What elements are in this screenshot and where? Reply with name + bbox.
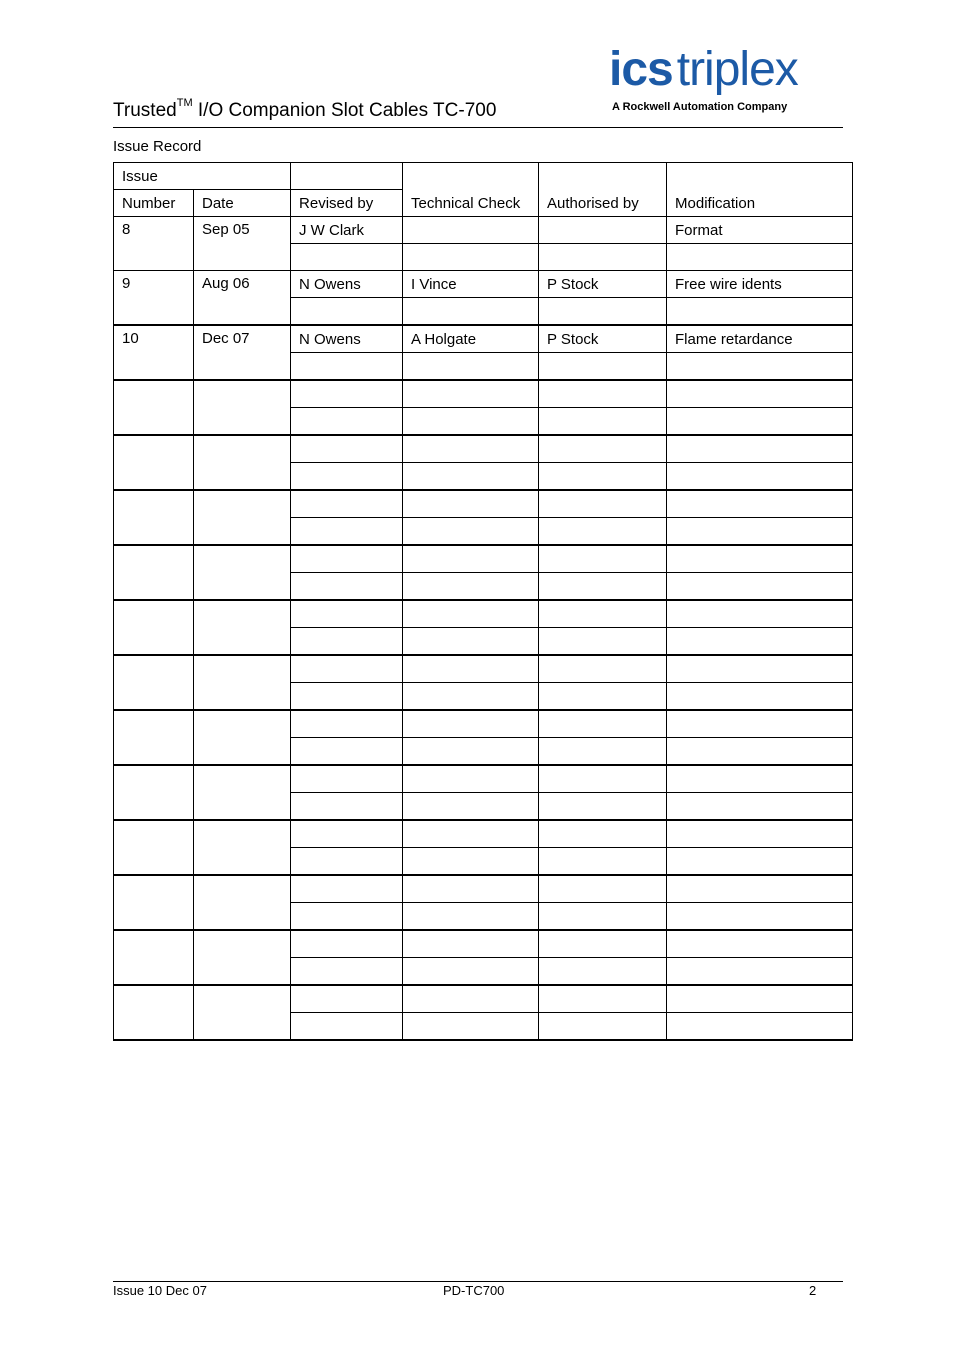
authorised-by-cell xyxy=(539,244,667,271)
technical-check-cell xyxy=(403,298,539,326)
table-row xyxy=(114,985,853,1013)
technical-check-cell xyxy=(403,875,539,903)
issue-number-cell xyxy=(114,875,194,930)
issue-date-cell xyxy=(194,545,291,600)
authorised-by-cell: P Stock xyxy=(539,271,667,298)
column-header: Technical Check xyxy=(403,163,539,217)
header-spacer-cell xyxy=(291,163,403,190)
revised-by-cell xyxy=(291,628,403,656)
issue-date-cell xyxy=(194,490,291,545)
modification-cell xyxy=(667,573,853,601)
table-row xyxy=(114,217,853,244)
section-label: Issue Record xyxy=(113,138,202,155)
revised-by-cell xyxy=(291,463,403,491)
authorised-by-cell xyxy=(539,848,667,876)
issue-group-header: Issue xyxy=(114,163,291,190)
issue-date-cell: Sep 05 xyxy=(194,217,291,271)
revised-by-cell xyxy=(291,408,403,436)
modification-cell xyxy=(667,738,853,766)
revised-by-cell xyxy=(291,545,403,573)
logo-triplex: triplex xyxy=(676,43,798,96)
technical-check-cell: A Holgate xyxy=(403,325,539,353)
modification-cell xyxy=(667,380,853,408)
technical-check-cell xyxy=(403,958,539,986)
revised-by-cell xyxy=(291,655,403,683)
authorised-by-cell xyxy=(539,545,667,573)
footer-page-number: 2 xyxy=(809,1283,817,1298)
authorised-by-cell xyxy=(539,518,667,546)
table-row xyxy=(114,875,853,903)
revised-by-cell xyxy=(291,683,403,711)
column-header: Revised by xyxy=(291,190,403,217)
issue-number-cell: 9 xyxy=(114,271,194,326)
revised-by-cell xyxy=(291,298,403,326)
authorised-by-cell xyxy=(539,710,667,738)
authorised-by-cell xyxy=(539,380,667,408)
issue-date-cell xyxy=(194,930,291,985)
modification-cell xyxy=(667,463,853,491)
authorised-by-cell xyxy=(539,435,667,463)
table-row xyxy=(114,820,853,848)
table-row xyxy=(114,490,853,518)
revised-by-cell xyxy=(291,903,403,931)
revised-by-cell xyxy=(291,353,403,381)
authorised-by-cell xyxy=(539,1013,667,1041)
modification-cell xyxy=(667,765,853,793)
technical-check-cell xyxy=(403,683,539,711)
issue-date-cell: Aug 06 xyxy=(194,271,291,326)
table-row xyxy=(114,325,853,353)
authorised-by-cell xyxy=(539,985,667,1013)
modification-cell xyxy=(667,490,853,518)
authorised-by-cell xyxy=(539,683,667,711)
issue-date-cell xyxy=(194,710,291,765)
footer-doc-code: PD-TC700 xyxy=(443,1283,505,1298)
revised-by-cell xyxy=(291,490,403,518)
company-logo xyxy=(609,42,845,122)
technical-check-cell xyxy=(403,848,539,876)
technical-check-cell xyxy=(403,765,539,793)
issue-record-table xyxy=(113,162,853,1041)
modification-cell xyxy=(667,545,853,573)
issue-date-cell xyxy=(194,380,291,435)
revised-by-cell xyxy=(291,518,403,546)
modification-cell xyxy=(667,600,853,628)
revised-by-cell xyxy=(291,435,403,463)
authorised-by-cell xyxy=(539,793,667,821)
technical-check-cell xyxy=(403,518,539,546)
authorised-by-cell xyxy=(539,600,667,628)
modification-cell xyxy=(667,820,853,848)
modification-cell xyxy=(667,848,853,876)
revised-by-cell xyxy=(291,793,403,821)
technical-check-cell xyxy=(403,463,539,491)
modification-cell xyxy=(667,683,853,711)
column-header: Number xyxy=(114,190,194,217)
revised-by-cell xyxy=(291,930,403,958)
revised-by-cell xyxy=(291,1013,403,1041)
issue-number-cell: 8 xyxy=(114,217,194,271)
authorised-by-cell xyxy=(539,820,667,848)
modification-cell: Format xyxy=(667,217,853,244)
modification-cell xyxy=(667,655,853,683)
revised-by-cell xyxy=(291,244,403,271)
revised-by-cell xyxy=(291,600,403,628)
issue-date-cell: Dec 07 xyxy=(194,325,291,380)
technical-check-cell xyxy=(403,244,539,271)
technical-check-cell: I Vince xyxy=(403,271,539,298)
authorised-by-cell xyxy=(539,408,667,436)
revised-by-cell: J W Clark xyxy=(291,217,403,244)
header-divider xyxy=(113,127,843,128)
issue-date-cell xyxy=(194,435,291,490)
issue-number-cell xyxy=(114,820,194,875)
revised-by-cell: N Owens xyxy=(291,271,403,298)
technical-check-cell xyxy=(403,217,539,244)
authorised-by-cell xyxy=(539,573,667,601)
table-row xyxy=(114,710,853,738)
technical-check-cell xyxy=(403,408,539,436)
authorised-by-cell xyxy=(539,628,667,656)
technical-check-cell xyxy=(403,793,539,821)
technical-check-cell xyxy=(403,435,539,463)
revised-by-cell xyxy=(291,765,403,793)
technical-check-cell xyxy=(403,628,539,656)
technical-check-cell xyxy=(403,573,539,601)
table-row xyxy=(114,655,853,683)
modification-cell xyxy=(667,793,853,821)
table-row xyxy=(114,930,853,958)
logo-wordmark xyxy=(609,42,798,98)
footer-divider xyxy=(113,1281,843,1282)
logo-tagline: A Rockwell Automation Company xyxy=(612,101,788,113)
column-header: Modification xyxy=(667,163,853,217)
issue-number-cell: 10 xyxy=(114,325,194,380)
issue-date-cell xyxy=(194,820,291,875)
issue-number-cell xyxy=(114,490,194,545)
authorised-by-cell xyxy=(539,765,667,793)
modification-cell xyxy=(667,518,853,546)
technical-check-cell xyxy=(403,490,539,518)
technical-check-cell xyxy=(403,738,539,766)
column-header: Authorised by xyxy=(539,163,667,217)
technical-check-cell xyxy=(403,655,539,683)
modification-cell xyxy=(667,710,853,738)
modification-cell: Free wire idents xyxy=(667,271,853,298)
authorised-by-cell xyxy=(539,217,667,244)
modification-cell xyxy=(667,244,853,271)
revised-by-cell xyxy=(291,985,403,1013)
revised-by-cell: N Owens xyxy=(291,325,403,353)
title-suffix: I/O Companion Slot Cables TC-700 xyxy=(192,100,497,121)
title-prefix: Trusted xyxy=(113,100,177,121)
technical-check-cell xyxy=(403,1013,539,1041)
logo-ics: ics xyxy=(609,43,673,96)
technical-check-cell xyxy=(403,903,539,931)
issue-number-cell xyxy=(114,435,194,490)
revised-by-cell xyxy=(291,848,403,876)
technical-check-cell xyxy=(403,820,539,848)
authorised-by-cell xyxy=(539,875,667,903)
table-row xyxy=(114,380,853,408)
issue-date-cell xyxy=(194,985,291,1040)
modification-cell xyxy=(667,985,853,1013)
revised-by-cell xyxy=(291,710,403,738)
revised-by-cell xyxy=(291,958,403,986)
issue-number-cell xyxy=(114,600,194,655)
footer-issue: Issue 10 Dec 07 xyxy=(113,1283,207,1298)
authorised-by-cell xyxy=(539,930,667,958)
table-row xyxy=(114,545,853,573)
revised-by-cell xyxy=(291,573,403,601)
revised-by-cell xyxy=(291,875,403,903)
issue-date-cell xyxy=(194,600,291,655)
table-row xyxy=(114,271,853,298)
modification-cell xyxy=(667,1013,853,1041)
table-row xyxy=(114,435,853,463)
modification-cell xyxy=(667,930,853,958)
authorised-by-cell xyxy=(539,298,667,326)
authorised-by-cell xyxy=(539,353,667,381)
column-header: Date xyxy=(194,190,291,217)
technical-check-cell xyxy=(403,600,539,628)
modification-cell xyxy=(667,408,853,436)
authorised-by-cell xyxy=(539,490,667,518)
issue-number-cell xyxy=(114,545,194,600)
revised-by-cell xyxy=(291,380,403,408)
authorised-by-cell: P Stock xyxy=(539,325,667,353)
technical-check-cell xyxy=(403,710,539,738)
technical-check-cell xyxy=(403,353,539,381)
issue-number-cell xyxy=(114,710,194,765)
modification-cell xyxy=(667,958,853,986)
issue-date-cell xyxy=(194,765,291,820)
modification-cell xyxy=(667,353,853,381)
technical-check-cell xyxy=(403,985,539,1013)
revised-by-cell xyxy=(291,738,403,766)
technical-check-cell xyxy=(403,545,539,573)
issue-date-cell xyxy=(194,875,291,930)
issue-date-cell xyxy=(194,655,291,710)
modification-cell: Flame retardance xyxy=(667,325,853,353)
issue-number-cell xyxy=(114,765,194,820)
technical-check-cell xyxy=(403,380,539,408)
table-row xyxy=(114,600,853,628)
modification-cell xyxy=(667,298,853,326)
document-title xyxy=(113,97,497,122)
issue-number-cell xyxy=(114,655,194,710)
modification-cell xyxy=(667,628,853,656)
modification-cell xyxy=(667,903,853,931)
authorised-by-cell xyxy=(539,738,667,766)
authorised-by-cell xyxy=(539,903,667,931)
authorised-by-cell xyxy=(539,463,667,491)
authorised-by-cell xyxy=(539,958,667,986)
modification-cell xyxy=(667,875,853,903)
modification-cell xyxy=(667,435,853,463)
authorised-by-cell xyxy=(539,655,667,683)
trademark-sup: TM xyxy=(176,97,193,109)
issue-number-cell xyxy=(114,380,194,435)
table-header-row xyxy=(114,163,853,190)
revised-by-cell xyxy=(291,820,403,848)
technical-check-cell xyxy=(403,930,539,958)
issue-number-cell xyxy=(114,985,194,1040)
issue-number-cell xyxy=(114,930,194,985)
table-row xyxy=(114,765,853,793)
